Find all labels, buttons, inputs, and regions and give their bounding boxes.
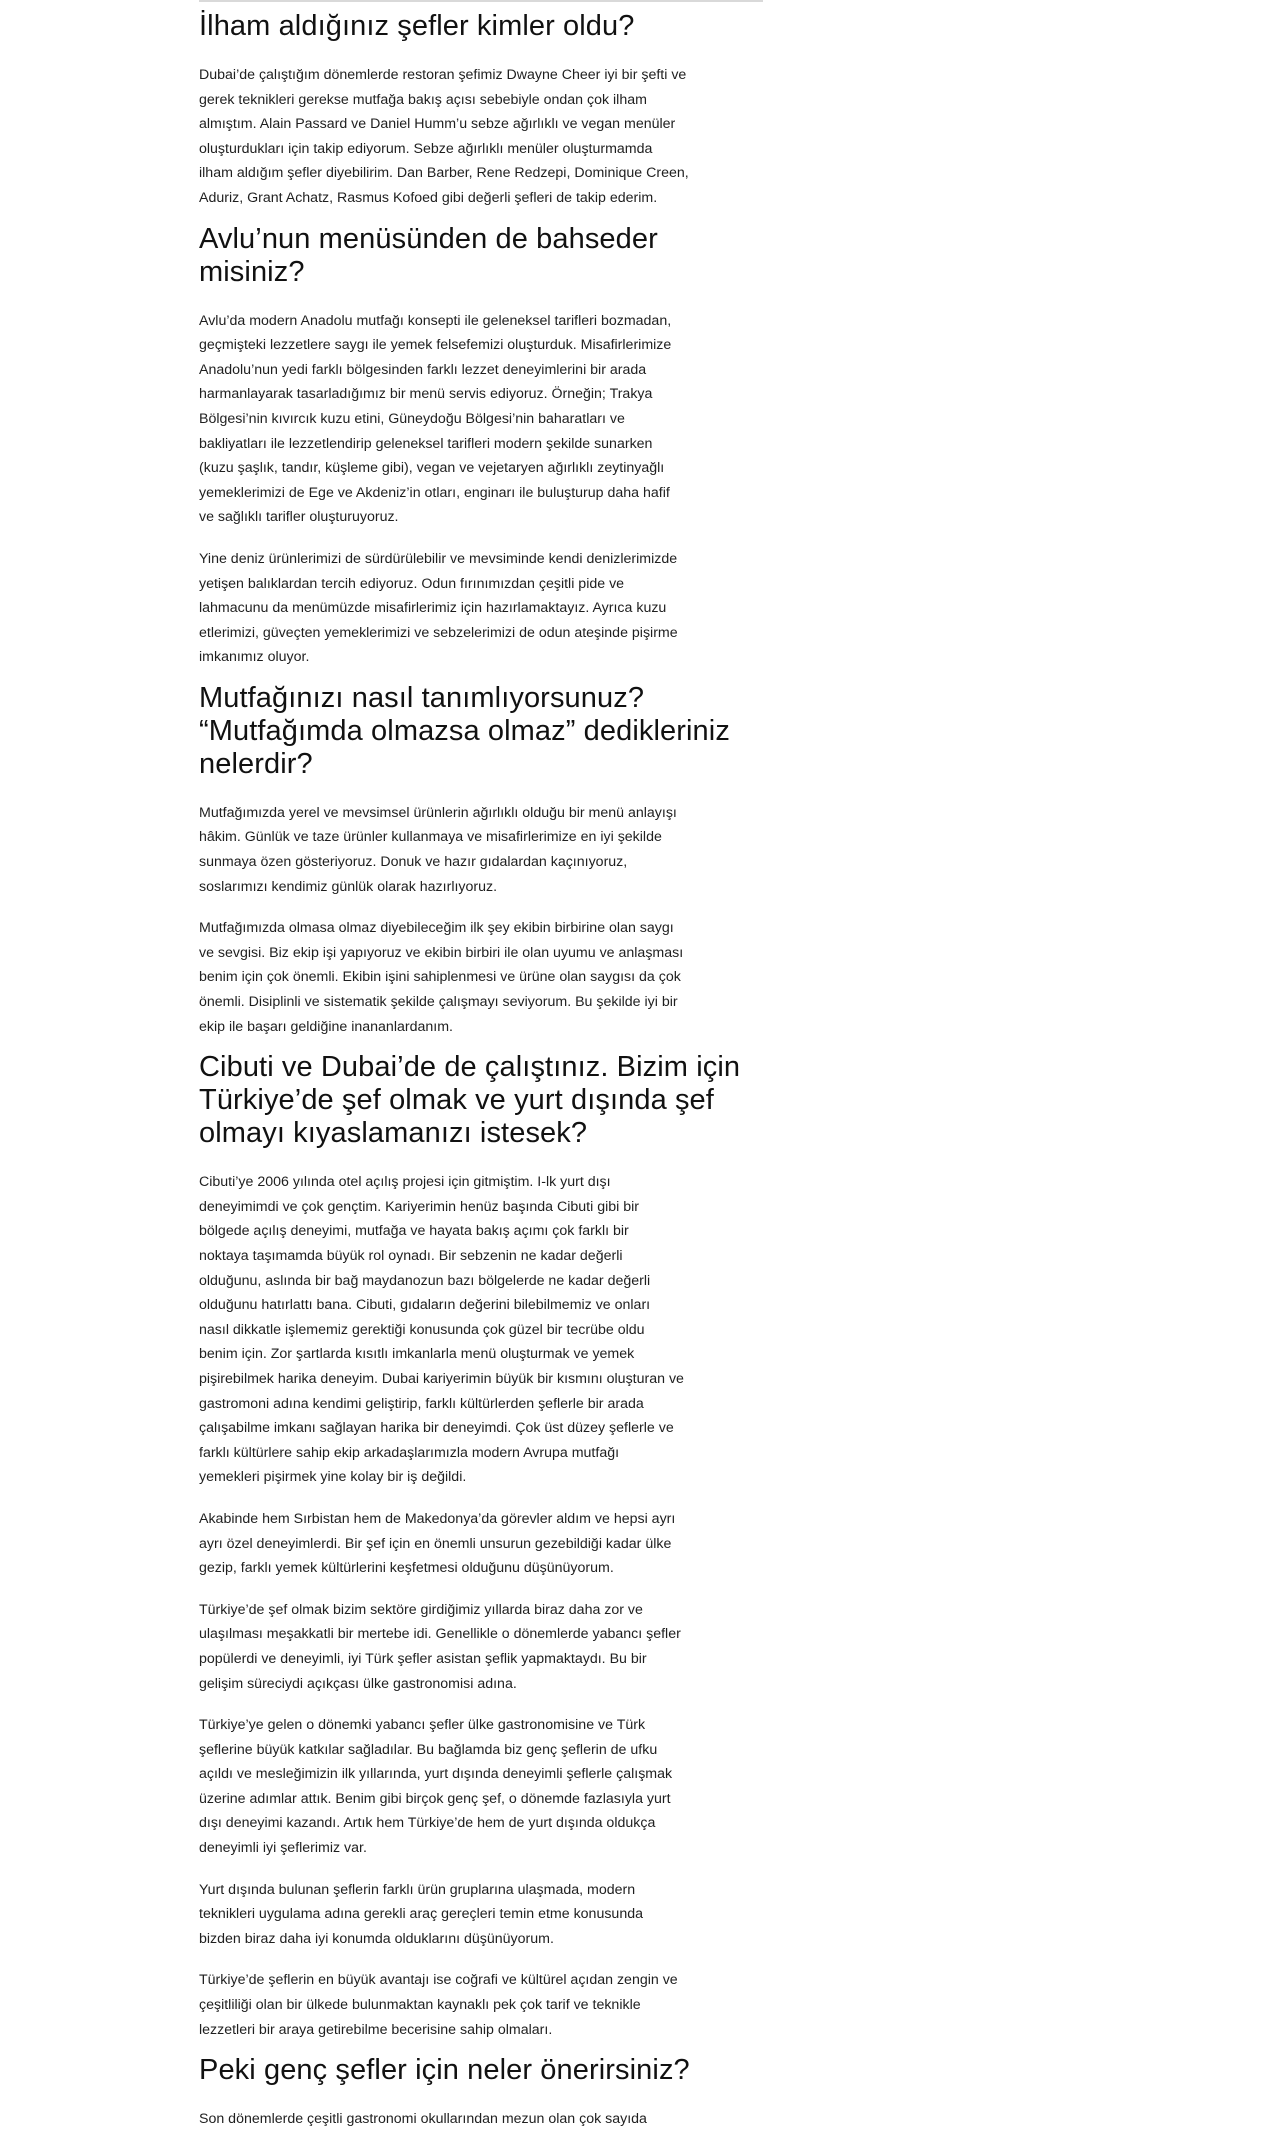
question-heading: İlham aldığınız şefler kimler oldu?: [199, 10, 635, 42]
answer-paragraph: Türkiye’de şeflerin en büyük avantajı ise coğrafi ve kültürel açıdan zengin ve çeşitliliği olan bir ülkede bulunmaktan kaynaklı pek çok tarif ve teknikle lezzetleri bir araya getirebilme becerisine sahip olmaları.: [199, 1972, 678, 2038]
question-heading: Mutfağınızı nasıl tanımlıyorsunuz? “Mutfağımda olmazsa olmaz” dedikleriniz nelerdir?: [199, 681, 730, 780]
section-young-chefs: [199, 2054, 765, 2132]
answer-paragraph: Akabinde hem Sırbistan hem de Makedonya’da görevler aldım ve hepsi ayrı ayrı özel deneyimlerdi. Bir şef için en önemli unsurun gezebildiği kadar ülke gezip, farklı yemek kültürlerini keşfetmesi olduğunu düşünüyorum.: [199, 1510, 676, 1577]
section-avlu-menu: [199, 223, 765, 670]
top-divider: [199, 0, 763, 2]
answer-paragraph: Mutfağımızda yerel ve mevsimsel ürünlerin ağırlıklı olduğu bir menü anlayışı hâkim. Günlük ve taze ürünler kullanmaya ve misafirlerimize en iyi şekilde sunmaya özen gösteriyoruz. Donuk ve hazır gıdalardan kaçınıyoruz, soslarımızı kendimiz günlük olarak hazırlıyoruz.: [199, 804, 677, 895]
section-inspiration: [199, 10, 765, 211]
answer-paragraph: Türkiye’ye gelen o dönemki yabancı şefler ülke gastronomisine ve Türk şeflerine büyük katkılar sağladılar. Bu bağlamda biz genç şeflerin de ufku açıldı ve mesleğimizin ilk yıllarında, yurt dışında deneyimli şeflerle çalışmak üzerine adımlar attık. Benim gibi birçok genç şef, o dönemde fazlasıyla yurt dışı deneyimi kazandı. Artık hem Türkiye’de hem de yurt dışında oldukça deneyimli iyi şeflerimiz var.: [199, 1717, 673, 1857]
question-heading: Cibuti ve Dubai’de de çalıştınız. Bizim için Türkiye’de şef olmak ve yurt dışında şef olmayı kıyaslamanızı istesek?: [199, 1051, 741, 1150]
answer-paragraph: Yine deniz ürünlerimizi de sürdürülebilir ve mevsiminde kendi denizlerimizde yetişen balıklardan tercih ediyoruz. Odun fırınımızdan çeşitli pide ve lahmacunu da menümüzde misafirlerimiz için hazırlamaktayız. Ayrıca kuzu etlerimizi, güveçten yemeklerimizi ve sebzelerimizi de odun ateşinde pişirme imkanımız oluyor.: [199, 550, 678, 666]
answer-paragraph: Türkiye’de şef olmak bizim sektöre girdiğimiz yıllarda biraz daha zor ve ulaşılması meşakkatli bir mertebe idi. Genellikle o dönemlerde yabancı şefler popülerdi ve deneyimli, iyi Türk şefler asistan şeflik yapmaktaydı. Bu bir gelişim süreciydi açıkçası ülke gastronomisi adına.: [199, 1601, 681, 1692]
section-abroad-comparison: [199, 1051, 765, 2042]
answer-paragraph: Cibuti’ye 2006 yılında otel açılış projesi için gitmiştim. I-lk yurt dışı deneyimimdi ve çok gençtim. Kariyerimin henüz başında Cibuti gibi bir bölgede açılış deneyimi, mutfağa ve hayata bakış açımı çok farklı bir noktaya taşımamda büyük rol oynadı. Bir sebzenin ne kadar değerli olduğunu, aslında bir bağ maydanozun bazı bölgelerde ne kadar değerli olduğunu hatırlattı bana. Cibuti, gıdaların değerini bilebilmemiz ve onları nasıl dikkatle işlememiz gerektiği konusunda çok güzel bir tecrübe oldu benim için. Zor şartlarda kısıtlı imkanlarla menü oluşturmak ve yemek pişirebilmek harika deneyim. Dubai kariyerimin büyük bir kısmını oluşturan ve gastromoni adına kendimi geliştirip, farklı kültürlerden şeflerle bir arada çalışabilme imkanı sağlayan harika bir deneyimdi. Çok üst düzey şeflerle ve farklı kültürlere sahip ekip arkadaşlarımızla modern Avrupa mutfağı yemekleri pişirmek yine kolay bir iş değildi.: [199, 1174, 684, 1486]
question-heading: Peki genç şefler için neler önerirsiniz?: [199, 2054, 690, 2087]
answer-paragraph: Yurt dışında bulunan şeflerin farklı ürün gruplarına ulaşmada, modern teknikleri uygulama adına gerekli araç gereçleri temin etme konusunda bizden biraz daha iyi konumda olduklarını düşünüyorum.: [199, 1881, 643, 1947]
answer-paragraph: Dubai’de çalıştığım dönemlerde restoran şefimiz Dwayne Cheer iyi bir şefti ve gerek teknikleri gerekse mutfağa bakış açısı sebebiyle ondan çok ilham almıştım. Alain Passard ve Daniel Humm’u sebze ağırlıklı ve vegan menüler oluşturdukları için takip ediyorum. Sebze ağırlıklı menüler oluşturmamda ilham aldığım şefler diyebilirim. Dan Barber, Rene Redzepi, Dominique Creen, Aduriz, Grant Achatz, Rasmus Kofoed gibi değerli şefleri de takip ederim.: [199, 67, 689, 206]
interview-article: [199, 10, 765, 2149]
question-heading: Avlu’nun menüsünden de bahseder misiniz?: [199, 222, 658, 288]
answer-paragraph: Avlu’da modern Anadolu mutfağı konsepti ile geleneksel tarifleri bozmadan, geçmişteki lezzetlere saygı ile yemek felsefemizi oluşturduk. Misafirlerimize Anadolu’nun yedi farklı bölgesinden farklı lezzet deneyimlerini bir arada harmanlayarak tasarladığımız bir menü servis ediyoruz. Örneğin; Trakya Bölgesi’nin kıvırcık kuzu etini, Güneydoğu Bölgesi’nin baharatları ve bakliyatları ile lezzetlendirip geleneksel tarifleri modern şekilde sunarken (kuzu şaşlık, tandır, küşleme gibi), vegan ve vejetaryen ağırlıklı zeytinyağlı yemeklerimizi de Ege ve Akdeniz’in otları, enginarı ile buluşturup daha hafif ve sağlıklı tarifler oluşturuyoruz.: [199, 312, 672, 526]
answer-paragraph: Mutfağımızda olmasa olmaz diyebileceğim ilk şey ekibin birbirine olan saygı ve sevgisi. Biz ekip işi yapıyoruz ve ekibin birbiri ile olan uyumu ve anlaşması benim için çok önemli. Ekibin işini sahiplenmesi ve ürüne olan saygısı da çok önemli. Disiplinli ve sistematik şekilde çalışmayı seviyorum. Bu şekilde iyi bir ekip ile başarı geldiğine inananlardanım.: [199, 920, 684, 1035]
answer-paragraph: Son dönemlerde çeşitli gastronomi okullarından mezun olan çok sayıda: [199, 2111, 647, 2128]
section-kitchen-definition: [199, 682, 765, 1039]
